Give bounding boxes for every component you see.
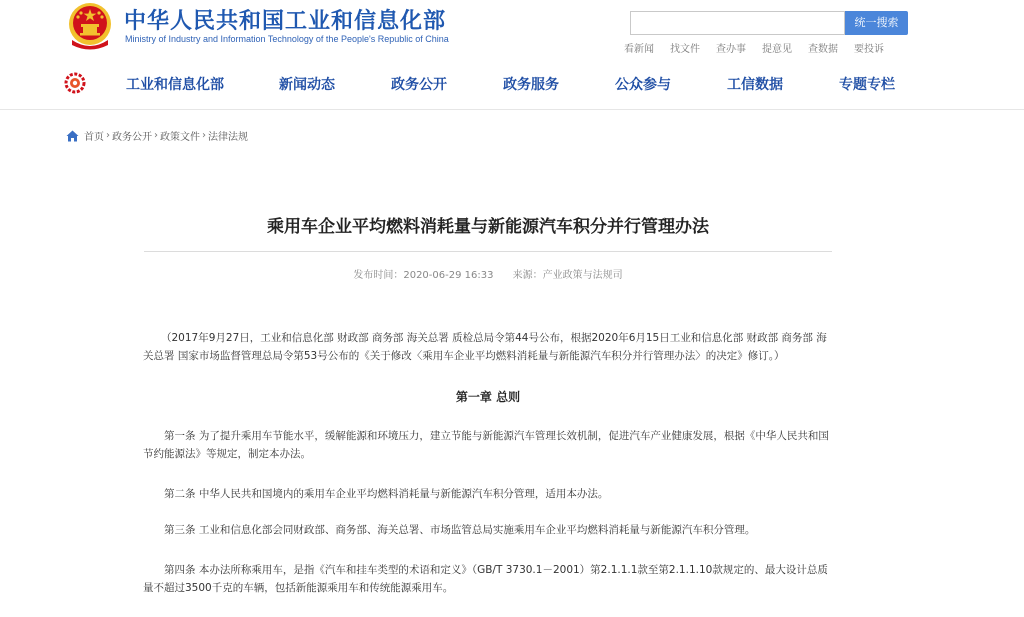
article-source: 来源：产业政策与法规司 [512,270,623,281]
national-emblem-icon [64,2,116,50]
breadcrumb-separator: › [154,130,158,141]
article-intro: （2017年9月27日，工业和信息化部 财政部 商务部 海关总署 质检总局令第44号公布，根据2020年6月15日工业和信息化部 财政部 商务部 海关总署 国家市场监督管理总局令第53号公布的《关于修改〈乘用车企业平均燃料消耗量与新能源汽车积分并行管理办法〉的决定》修订。） [143,332,827,362]
site-subtitle: Ministry of Industry and Information Technology of the People's Republic of China [125,34,449,44]
breadcrumb-laws-regulations[interactable]: 法律法规 [208,132,248,143]
quick-link-suggestions[interactable]: 提意见 [762,44,792,55]
article-clause-1: 第一条 为了提升乘用车节能水平，缓解能源和环境压力，建立节能与新能源汽车管理长效机制，促进汽车产业健康发展，根据《中华人民共和国节约能源法》等规定，制定本办法。 [143,430,829,460]
article-clause-2: 第二条 中华人民共和国境内的乘用车企业平均燃料消耗量与新能源汽车积分管理，适用本办法。 [164,488,609,500]
site-title[interactable]: 中华人民共和国工业和信息化部 [124,9,447,34]
search-input[interactable] [630,11,845,35]
quick-link-news[interactable]: 看新闻 [624,44,654,55]
quick-link-complaints[interactable]: 要投诉 [854,44,884,55]
breadcrumb-policy-documents[interactable]: 政策文件 [160,132,200,143]
home-icon [66,130,79,142]
article-clause-4: 第四条 本办法所称乘用车，是指《汽车和挂车类型的术语和定义》（GB/T 3730.1－2001）第2.1.1.1款至第2.1.1.10款规定的、最大设计总质量不超过3500千克的车辆，包括新能源乘用车和传统能源乘用车。 [143,564,828,594]
article-title: 乘用车企业平均燃料消耗量与新能源汽车积分并行管理办法 [267,217,709,237]
publish-time: 发布时间：2020-06-29 16:33 [353,270,494,281]
main-nav [0,74,1024,94]
site-header [0,0,1024,110]
chapter-heading: 第一章 总则 [455,390,521,404]
breadcrumb-separator: › [202,130,206,141]
nav-government-affairs[interactable]: 政务公开 [391,77,447,93]
nav-news[interactable]: 新闻动态 [279,77,335,93]
quick-links [624,40,900,55]
breadcrumb-separator: › [106,130,110,141]
quick-link-data[interactable]: 查数据 [808,44,838,55]
quick-link-services[interactable]: 查办事 [716,44,746,55]
nav-data[interactable]: 工信数据 [727,77,783,93]
title-divider [144,251,832,252]
article-meta [0,266,976,281]
nav-special-topics[interactable]: 专题专栏 [839,77,895,93]
nav-miit[interactable]: 工业和信息化部 [126,77,224,93]
unified-search-button[interactable]: 统一搜索 [845,11,908,35]
breadcrumb-home[interactable]: 首页 [84,132,104,143]
nav-public-participation[interactable]: 公众参与 [615,77,671,93]
article-clause-3: 第三条 工业和信息化部会同财政部、商务部、海关总署、市场监管总局实施乘用车企业平均燃料消耗量与新能源汽车积分管理。 [164,524,756,536]
breadcrumb-government-affairs[interactable]: 政务公开 [112,132,152,143]
quick-link-documents[interactable]: 找文件 [670,44,700,55]
nav-government-services[interactable]: 政务服务 [503,77,559,93]
breadcrumb [66,128,248,143]
